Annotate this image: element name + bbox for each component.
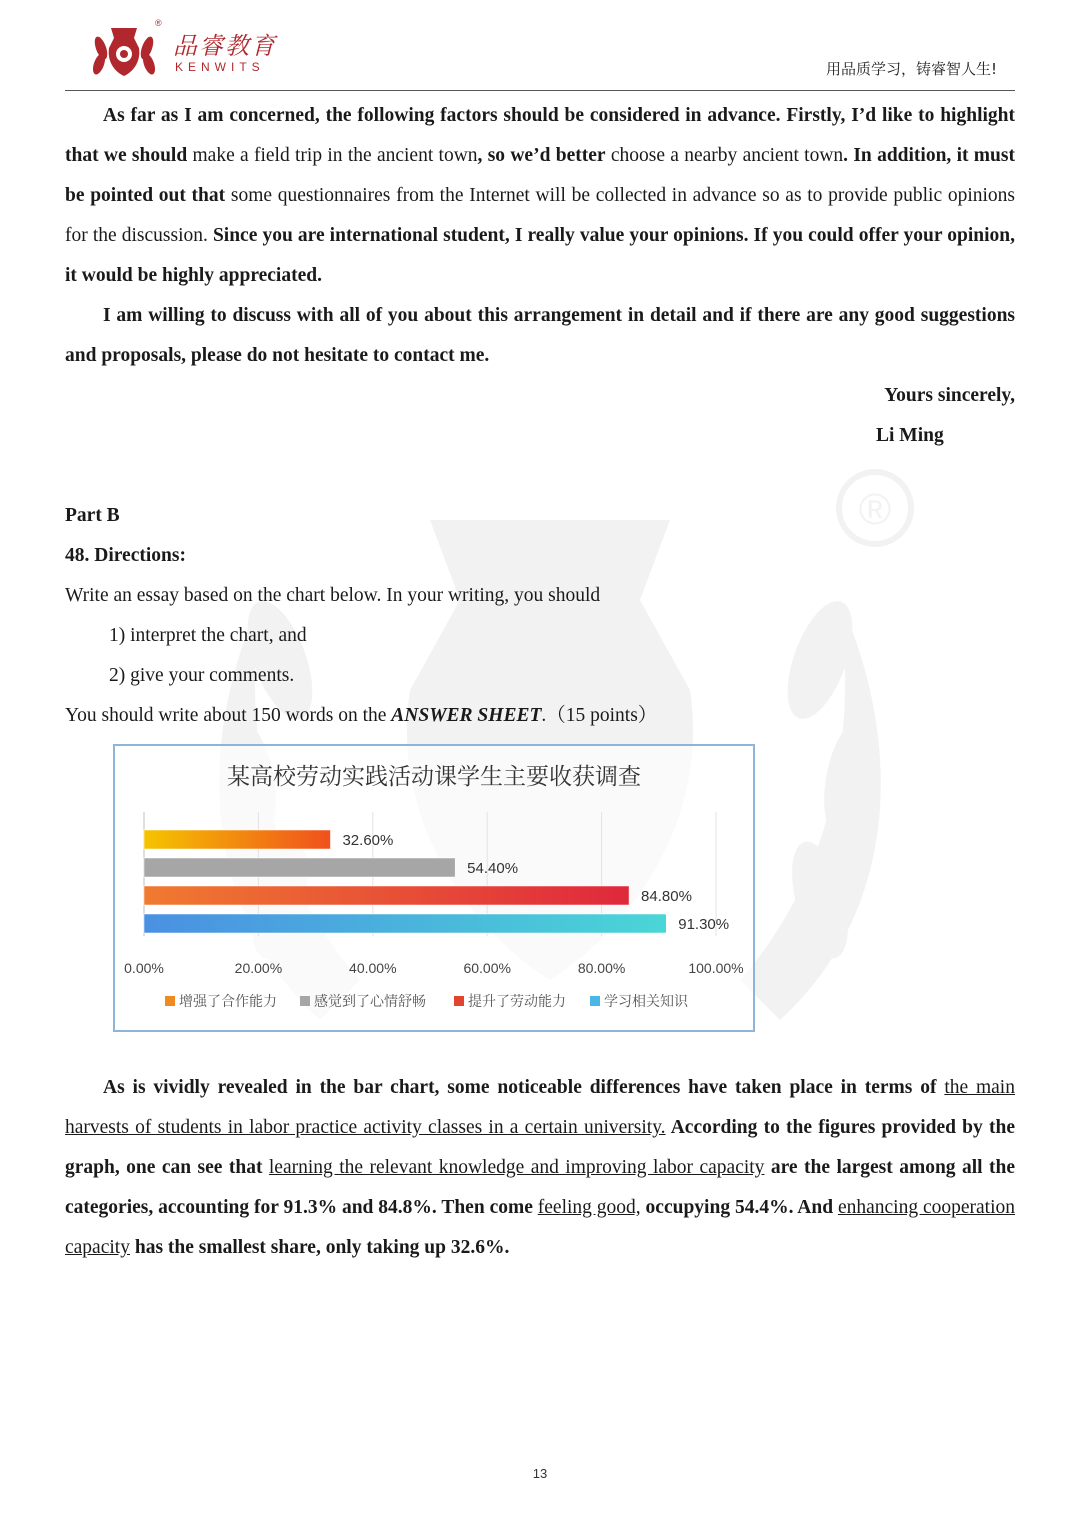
bar-chart xyxy=(113,744,755,1032)
bar xyxy=(144,830,330,849)
x-tick-label: 40.00% xyxy=(349,960,397,976)
bar-value-label: 84.80% xyxy=(641,888,692,905)
letter-paragraph-1-run: As far as I am concerned, the following factors should be considered in advance. Firstly, I’d like to highlight that we should xyxy=(65,105,1015,166)
watermark-reg-mark: ® xyxy=(858,485,892,534)
points-text: .（15 points） xyxy=(541,705,658,726)
bar xyxy=(144,886,629,905)
word-count-text: You should write about 150 words on the xyxy=(65,705,392,726)
bar-value-label: 32.60% xyxy=(342,832,394,849)
answer-run: are the largest among all the categories, accounting for 91.3% and 84.8%. Then come xyxy=(65,1157,1015,1218)
part-b-title: Part B xyxy=(65,505,120,526)
answer-run: As is vividly revealed in the bar chart, some noticeable differences have taken place in terms of xyxy=(103,1077,945,1098)
legend-swatch xyxy=(165,996,175,1006)
letter-paragraph-1-run: choose a nearby ancient town xyxy=(605,145,844,166)
page-header xyxy=(65,16,1015,91)
answer-run: According to the figures provided by the graph, one can see that xyxy=(65,1117,1015,1178)
bar xyxy=(144,858,455,877)
legend-label: 学习相关知识 xyxy=(604,994,688,1010)
bar-value-label: 91.30% xyxy=(678,916,730,933)
letter-closing: Yours sincerely, xyxy=(884,385,1015,406)
chart-plot xyxy=(115,746,753,1030)
x-tick-label: 0.00% xyxy=(124,960,164,976)
brand-name-en: KENWITS xyxy=(175,60,265,74)
header-slogan: 用品质学习，铸睿智人生! xyxy=(825,60,997,78)
x-tick-label: 80.00% xyxy=(577,960,626,976)
legend-swatch xyxy=(454,996,464,1006)
answer-run: feeling good, xyxy=(537,1197,641,1218)
letter-paragraph-1-run: some questionnaires from the Internet will be collected in advance so as to provide public opinions for the discussion. xyxy=(65,185,1016,246)
directions-item-1: 1) interpret the chart, and xyxy=(109,625,307,646)
answer-run: learning the relevant knowledge and improving labor capacity xyxy=(268,1157,765,1178)
letter-signature: Li Ming xyxy=(876,425,944,446)
directions-line-1: Write an essay based on the chart below. In your writing, you should xyxy=(65,585,601,606)
letter-paragraph-2 xyxy=(65,296,1015,376)
letter-paragraph-1-run: . In addition, it must be pointed out that xyxy=(65,145,1015,206)
directions-item-2: 2) give your comments. xyxy=(109,665,295,686)
x-tick-label: 60.00% xyxy=(463,960,511,976)
letter-paragraph-1-run: make a field trip in the ancient town xyxy=(187,145,478,166)
answer-run: occupying 54.4%. And xyxy=(640,1197,838,1218)
chart-title: 某高校劳动实践活动课学生主要收获调查 xyxy=(227,764,641,790)
answer-run: enhancing cooperation capacity xyxy=(65,1197,1016,1258)
model-answer xyxy=(65,1068,1015,1268)
directions-heading: 48. Directions: xyxy=(65,545,186,566)
legend-label: 感觉到了心情舒畅 xyxy=(314,994,426,1010)
kenwits-logo-icon xyxy=(89,18,159,82)
letter-paragraph-1 xyxy=(65,96,1015,296)
x-tick-label: 20.00% xyxy=(234,960,283,976)
brand-name-cn: 品睿教育 xyxy=(173,32,277,60)
document-body xyxy=(65,96,1015,736)
directions-word-count xyxy=(65,696,1015,736)
bar xyxy=(144,914,666,933)
legend-label: 提升了劳动能力 xyxy=(468,994,566,1010)
letter-paragraph-1-run: Since you are international student, I really value your opinions. If you could offer your opinion, it would be highly appreciated. xyxy=(65,225,1015,286)
answer-paragraph xyxy=(65,1068,1015,1268)
letter-paragraph-2-text: I am willing to discuss with all of you about this arrangement in detail and if there are any good suggestions and proposals, please do not hesitate to contact me. xyxy=(65,305,1015,366)
x-tick-label: 100.00% xyxy=(688,960,744,976)
registered-mark: ® xyxy=(155,18,162,28)
letter-paragraph-1-run: , so we’d better xyxy=(477,145,606,166)
legend-label: 增强了合作能力 xyxy=(179,994,277,1010)
page-number: 13 xyxy=(532,1466,548,1481)
answer-sheet-emphasis: ANSWER SHEET xyxy=(391,705,542,726)
answer-run: has the smallest share, only taking up 32.6%. xyxy=(129,1237,510,1258)
bar-value-label: 54.40% xyxy=(467,860,519,877)
legend-swatch xyxy=(300,996,310,1006)
answer-run: the main harvests of students in labor practice activity classes in a certain university. xyxy=(65,1077,1015,1138)
legend-swatch xyxy=(590,996,600,1006)
